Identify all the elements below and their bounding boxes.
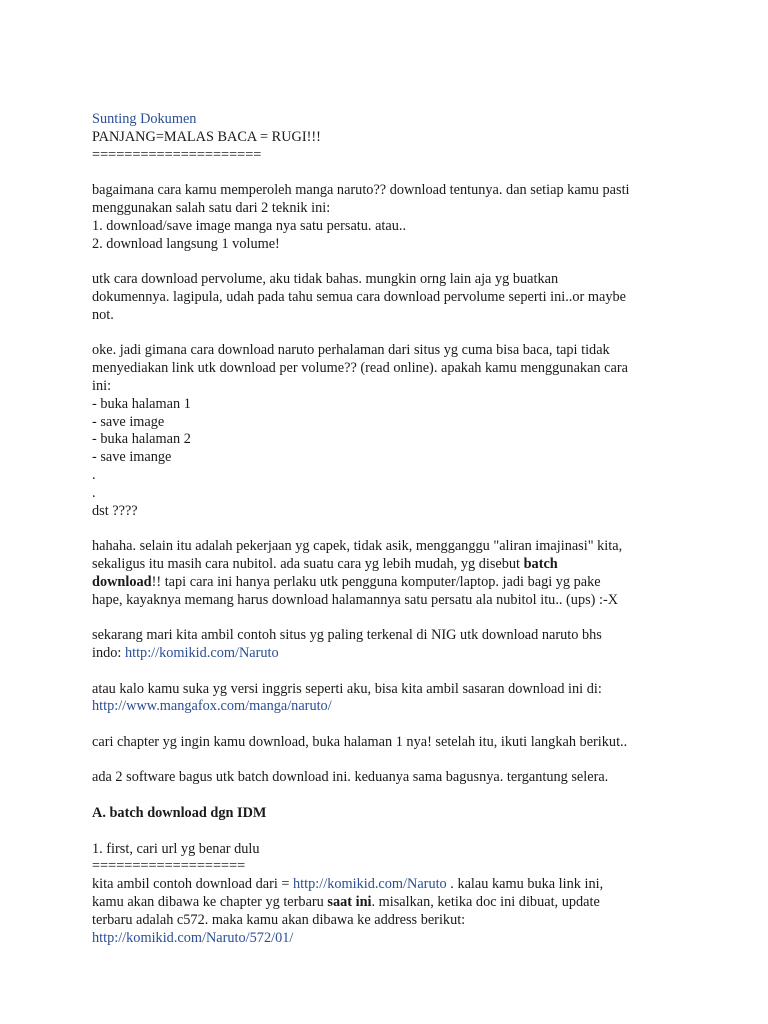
p3-line-1: oke. jadi gimana cara download naruto perhalaman dari situs yg cuma bisa baca, tapi tidak	[92, 342, 610, 359]
p3-line-3: ini:	[92, 377, 112, 394]
p4-bold-batch: batch	[523, 555, 558, 572]
section-a-rule: ===================	[92, 858, 246, 875]
p6-line-1: atau kalo kamu suka yg versi inggris seperti aku, bisa kita ambil sasaran download ini di:	[92, 680, 602, 697]
spacer	[92, 787, 692, 805]
section-a-heading: A. batch download dgn IDM	[92, 805, 267, 822]
p4-line-4: hape, kayaknya memang harus download halamannya satu persatu ala nubitol itu.. (ups) :-X	[92, 591, 619, 608]
edit-document-link[interactable]: Sunting Dokumen	[92, 111, 197, 127]
section-a-line-2-tail: . misalkan, ketika doc ini dibuat, update	[371, 894, 600, 911]
spacer	[92, 823, 692, 841]
p2-line-2: dokumennya. lagipula, udah pada tahu semua cara download pervolume seperti ini..or maybe	[92, 288, 626, 305]
p3-line-10: dst ????	[92, 502, 138, 519]
spacer	[92, 520, 692, 538]
edit-document-line	[92, 111, 692, 129]
title-rule: =====================	[92, 146, 262, 163]
p4-line-2	[92, 556, 692, 574]
p5-line-2-text: indo:	[92, 644, 125, 661]
p1-line-2: menggunakan salah satu dari 2 teknik ini:	[92, 199, 331, 216]
p3-line-7: - save imange	[92, 449, 172, 466]
p4-line-3	[92, 574, 692, 592]
p1-line-1: bagaimana cara kamu memperoleh manga naruto?? download tentunya. dan setiap kamu pasti	[92, 182, 630, 199]
p1-line-3: 1. download/save image manga nya satu persatu. atau..	[92, 217, 407, 234]
p2-line-3: not.	[92, 306, 114, 323]
p5-line-2	[92, 645, 692, 663]
p6-line-2	[92, 698, 692, 716]
p3-line-8: .	[92, 466, 96, 483]
section-a-step-1: 1. first, cari url yg benar dulu	[92, 840, 260, 857]
komikid-naruto-link[interactable]: http://komikid.com/Naruto	[124, 644, 279, 661]
section-a-line-3: terbaru adalah c572. maka kamu akan dibawa ke address berikut:	[92, 911, 466, 928]
spacer	[92, 164, 692, 182]
section-a-line-1-text: kita ambil contoh download dari =	[92, 876, 294, 893]
spacer	[92, 663, 692, 681]
section-a-line-1-tail: . kalau kamu buka link ini,	[446, 876, 604, 893]
p2-line-1: utk cara download pervolume, aku tidak bahas. mungkin orng lain aja yg buatkan	[92, 271, 559, 288]
section-a-line-1	[92, 876, 692, 894]
spacer	[92, 609, 692, 627]
section-a-line-2	[92, 894, 692, 912]
mangafox-naruto-link[interactable]: http://www.mangafox.com/manga/naruto/	[92, 698, 332, 715]
p3-line-6: - buka halaman 2	[92, 431, 191, 448]
section-a-line-2-text: kamu akan dibawa ke chapter yg terbaru	[92, 894, 328, 911]
document-page	[92, 111, 692, 947]
spacer	[92, 752, 692, 770]
p1-line-4: 2. download langsung 1 volume!	[92, 235, 280, 252]
document-title: PANJANG=MALAS BACA = RUGI!!!	[92, 128, 321, 145]
komikid-naruto-link-2[interactable]: http://komikid.com/Naruto	[293, 876, 447, 893]
p4-line-2-text: sekaligus itu masih cara nubitol. ada suatu cara yg lebih mudah, yg disebut	[92, 555, 524, 572]
p5-line-1: sekarang mari kita ambil contoh situs yg paling terkenal di NIG utk download naruto bhs	[92, 627, 602, 644]
p3-line-5: - save image	[92, 413, 165, 430]
p3-line-4: - buka halaman 1	[92, 395, 191, 412]
p3-line-2: menyediakan link utk download per volume?? (read online). apakah kamu menggunakan cara	[92, 360, 628, 377]
spacer	[92, 716, 692, 734]
spacer	[92, 253, 692, 271]
p4-line-3-text: !! tapi cara ini hanya perlaku utk pengguna komputer/laptop. jadi bagi yg pake	[151, 573, 601, 590]
section-a-bold-saat-ini: saat ini	[327, 894, 372, 911]
p8-line-1: ada 2 software bagus utk batch download ini. keduanya sama bagusnya. tergantung selera.	[92, 769, 609, 786]
section-a-line-4	[92, 930, 692, 948]
spacer	[92, 325, 692, 343]
p3-line-9: .	[92, 484, 96, 501]
p7-line-1: cari chapter yg ingin kamu download, buka halaman 1 nya! setelah itu, ikuti langkah berikut..	[92, 733, 628, 750]
p4-line-1: hahaha. selain itu adalah pekerjaan yg capek, tidak asik, mengganggu "aliran imajinasi" kita,	[92, 538, 623, 555]
komikid-naruto-572-link[interactable]: http://komikid.com/Naruto/572/01/	[92, 929, 294, 946]
p4-bold-download: download	[92, 573, 152, 590]
